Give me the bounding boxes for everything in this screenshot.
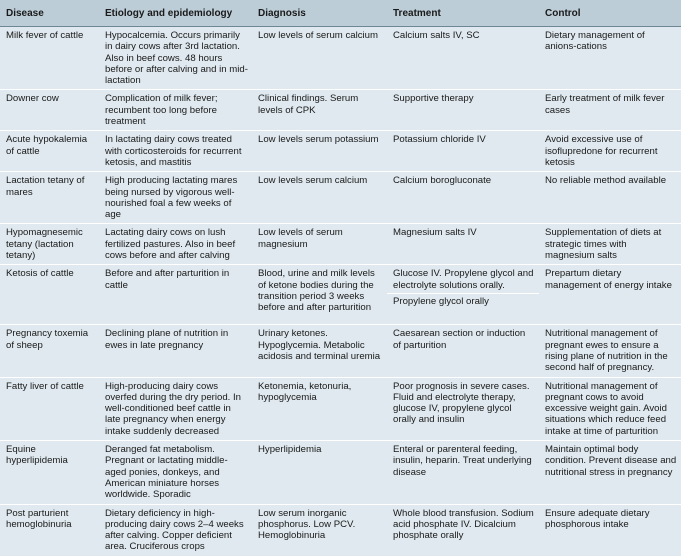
table-row	[0, 172, 681, 224]
cell-diagnosis: Clinical findings. Serum levels of CPK	[252, 90, 387, 131]
treatment-primary: Glucose IV. Propylene glycol and electrolyte solutions orally.	[393, 268, 534, 291]
table-row	[0, 325, 681, 377]
header-control: Control	[539, 0, 681, 27]
cell-disease: Milk fever of cattle	[0, 27, 99, 90]
cell-disease: Equine hyperlipidemia	[0, 441, 99, 504]
cell-treatment: Calcium borogluconate	[387, 172, 539, 224]
cell-diagnosis: Low levels of serum magnesium	[252, 224, 387, 265]
cell-treatment: Whole blood transfusion. Sodium acid phosphate IV. Dicalcium phosphate orally	[387, 504, 539, 556]
cell-control: Avoid excessive use of isoflupredone for recurrent ketosis	[539, 131, 681, 172]
header-etiology: Etiology and epidemiology	[99, 0, 252, 27]
header-diagnosis: Diagnosis	[252, 0, 387, 27]
cell-etiology: Declining plane of nutrition in ewes in late pregnancy	[99, 325, 252, 377]
cell-etiology: Complication of milk fever; recumbent too long before treatment	[99, 90, 252, 131]
table-row	[0, 504, 681, 556]
cell-diagnosis: Low serum inorganic phosphorus. Low PCV. Hemoglobinuria	[252, 504, 387, 556]
cell-treatment: Enteral or parenteral feeding, insulin, heparin. Treat underlying disease	[387, 441, 539, 504]
cell-control: Supplementation of diets at strategic times with magnesium salts	[539, 224, 681, 265]
cell-diagnosis: Low levels of serum calcium	[252, 27, 387, 90]
cell-treatment: Magnesium salts IV	[387, 224, 539, 265]
cell-diagnosis: Low levels serum potassium	[252, 131, 387, 172]
cell-control: Prepartum dietary management of energy intake	[539, 265, 681, 325]
cell-etiology: In lactating dairy cows treated with corticosteroids for recurrent ketosis, and mastitis	[99, 131, 252, 172]
table-row	[0, 265, 681, 325]
cell-control: Ensure adequate dietary phosphorous intake	[539, 504, 681, 556]
cell-treatment: Supportive therapy	[387, 90, 539, 131]
table-row	[0, 90, 681, 131]
cell-disease: Pregnancy toxemia of sheep	[0, 325, 99, 377]
cell-disease: Hypomagnesemic tetany (lactation tetany)	[0, 224, 99, 265]
cell-treatment: Potassium chloride IV	[387, 131, 539, 172]
cell-control: Nutritional management of pregnant cows to avoid excessive weight gain. Avoid situations which reduce feed intake at time of parturition	[539, 377, 681, 440]
cell-etiology: High-producing dairy cows overfed during the dry period. In well-conditioned beef cattle in late pregnancy when energy intake suddenly decreased	[99, 377, 252, 440]
table-row	[0, 131, 681, 172]
table-row	[0, 27, 681, 90]
cell-etiology: High producing lactating mares being nursed by vigorous well-nourished foal a few weeks of age	[99, 172, 252, 224]
cell-treatment: Calcium salts IV, SC	[387, 27, 539, 90]
cell-control: Maintain optimal body condition. Prevent disease and nutritional stress in pregnancy	[539, 441, 681, 504]
cell-disease: Ketosis of cattle	[0, 265, 99, 325]
cell-etiology: Lactating dairy cows on lush fertilized pastures. Also in beef cows before and after calving	[99, 224, 252, 265]
table-row	[0, 224, 681, 265]
table-row	[0, 441, 681, 504]
cell-control: Dietary management of anions-cations	[539, 27, 681, 90]
cell-etiology: Deranged fat metabolism. Pregnant or lactating middle-aged ponies, donkeys, and American miniature horses worldwide. Sporadic	[99, 441, 252, 504]
cell-etiology: Before and after parturition in cattle	[99, 265, 252, 325]
cell-diagnosis: Ketonemia, ketonuria, hypoglycemia	[252, 377, 387, 440]
header-row	[0, 0, 681, 27]
cell-control: Early treatment of milk fever cases	[539, 90, 681, 131]
header-disease: Disease	[0, 0, 99, 27]
cell-etiology: Hypocalcemia. Occurs primarily in dairy cows after 3rd lactation. Also in beef cows. 48 hours before or after calving and in mid-lactation	[99, 27, 252, 90]
cell-diagnosis: Low levels serum calcium	[252, 172, 387, 224]
cell-treatment: Caesarean section or induction of parturition	[387, 325, 539, 377]
table-row	[0, 377, 681, 440]
cell-etiology: Dietary deficiency in high-producing dairy cows 2–4 weeks after calving. Copper deficient area. Cruciferous crops	[99, 504, 252, 556]
cell-disease: Downer cow	[0, 90, 99, 131]
cell-disease: Lactation tetany of mares	[0, 172, 99, 224]
cell-disease: Acute hypokalemia of cattle	[0, 131, 99, 172]
cell-diagnosis: Urinary ketones. Hypoglycemia. Metabolic acidosis and terminal uremia	[252, 325, 387, 377]
cell-treatment	[387, 265, 539, 325]
cell-diagnosis: Hyperlipidemia	[252, 441, 387, 504]
header-treatment: Treatment	[387, 0, 539, 27]
treatment-secondary: Propylene glycol orally	[387, 293, 539, 307]
cell-treatment: Poor prognosis in severe cases. Fluid and electrolyte therapy, glucose IV, propylene glycol orally and insulin	[387, 377, 539, 440]
cell-control: Nutritional management of pregnant ewes to ensure a rising plane of nutrition in the second half of pregnancy.	[539, 325, 681, 377]
table-body	[0, 27, 681, 557]
cell-control: No reliable method available	[539, 172, 681, 224]
cell-disease: Post parturient hemoglobinuria	[0, 504, 99, 556]
cell-disease: Fatty liver of cattle	[0, 377, 99, 440]
cell-diagnosis: Blood, urine and milk levels of ketone bodies during the transition period 3 weeks before and after parturition	[252, 265, 387, 325]
table-header	[0, 0, 681, 27]
